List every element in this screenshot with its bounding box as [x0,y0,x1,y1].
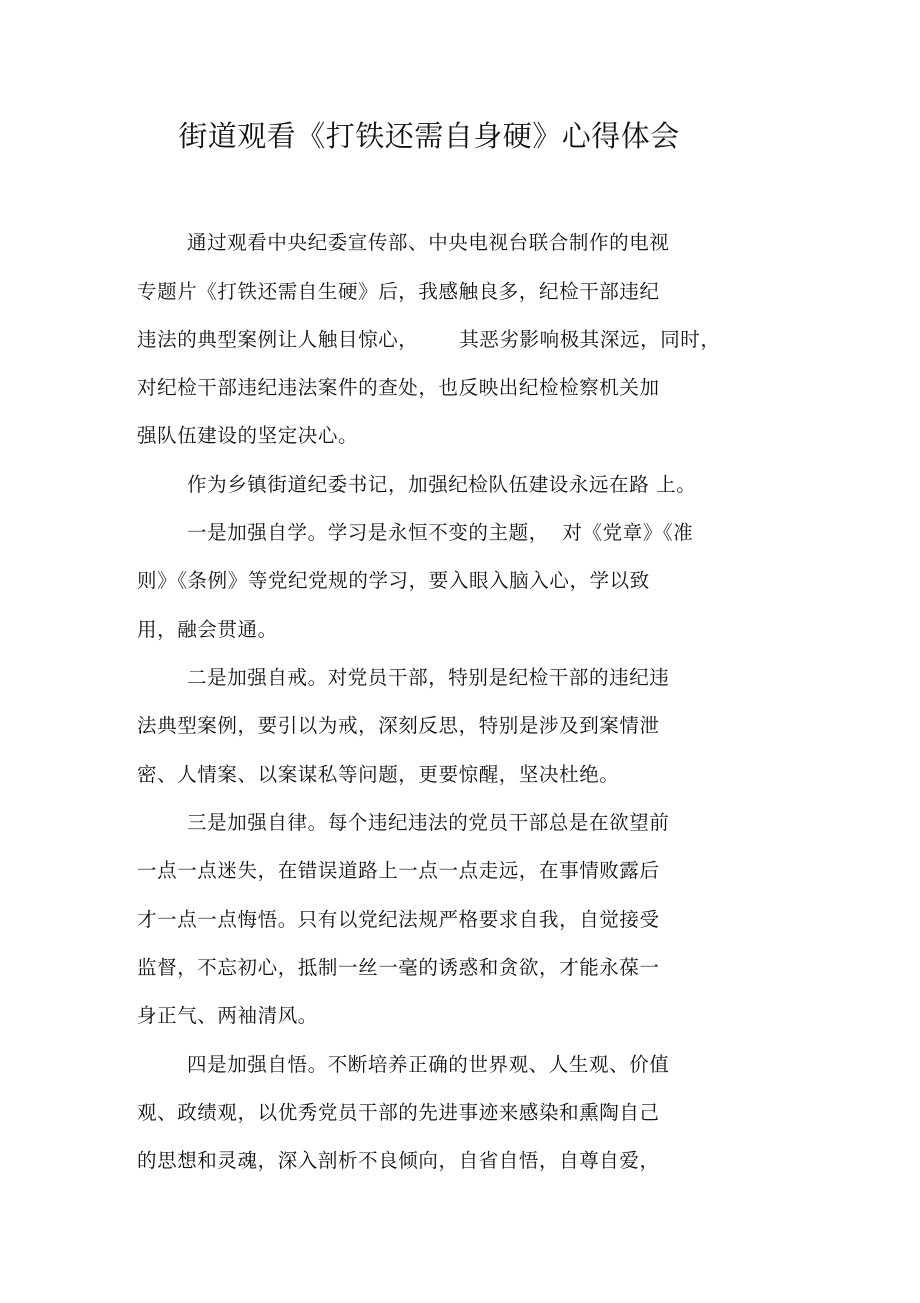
body-line: 身正气、两袖清风。 [137,1004,318,1027]
body-line: 的思想和灵魂，深入剖析不良倾向，自省自悟，自尊自爱， [137,1149,660,1172]
body-line: 一是加强自学。学习是永恒不变的主题， 对《党章》《准 [187,521,694,544]
body-line: 通过观看中央纪委宣传部、中央电视台联合制作的电视 [187,231,670,254]
body-line: 一点一点迷失，在错误道路上一点一点走远，在事情败露后 [137,859,660,882]
body-line: 二是加强自戒。对党员干部，特别是纪检干部的违纪违 [187,666,670,689]
body-line: 观、政绩观，以优秀党员干部的先进事迹来感染和熏陶自己 [137,1101,660,1124]
document-title: 街道观看《打铁还需自身硬》心得体会 [178,119,680,153]
body-line: 四是加强自悟。不断培养正确的世界观、人生观、价值 [187,1053,670,1076]
body-line: 作为乡镇街道纪委书记，加强纪检队伍建设永远在路 上。 [187,473,697,496]
body-line: 则》《条例》等党纪党规的学习，要入眼入脑入心，学以致 [137,569,650,592]
body-line: 三是加强自律。每个违纪违法的党员干部总是在欲望前 [187,811,670,834]
body-line: 违法的典型案例让人触目惊心， 其恶劣影响极其深远，同时， [137,328,721,351]
body-line: 才一点一点悔悟。只有以党纪法规严格要求自我，自觉接受 [137,908,660,931]
body-line: 强队伍建设的坚定决心。 [137,424,359,447]
body-line: 密、人情案、以案谋私等问题，更要惊醒，坚决杜绝。 [137,763,620,786]
body-line: 专题片《打铁还需自生硬》后，我感触良多，纪检干部违纪 [137,280,660,303]
body-line: 对纪检干部违纪违法案件的查处，也反映出纪检检察机关加 [137,376,660,399]
body-line: 法典型案例，要引以为戒，深刻反思，特别是涉及到案情泄 [137,714,660,737]
body-line: 用，融会贯通。 [137,618,278,641]
body-line: 监督，不忘初心，抵制一丝一毫的诱惑和贪欲，才能永葆一 [137,956,660,979]
